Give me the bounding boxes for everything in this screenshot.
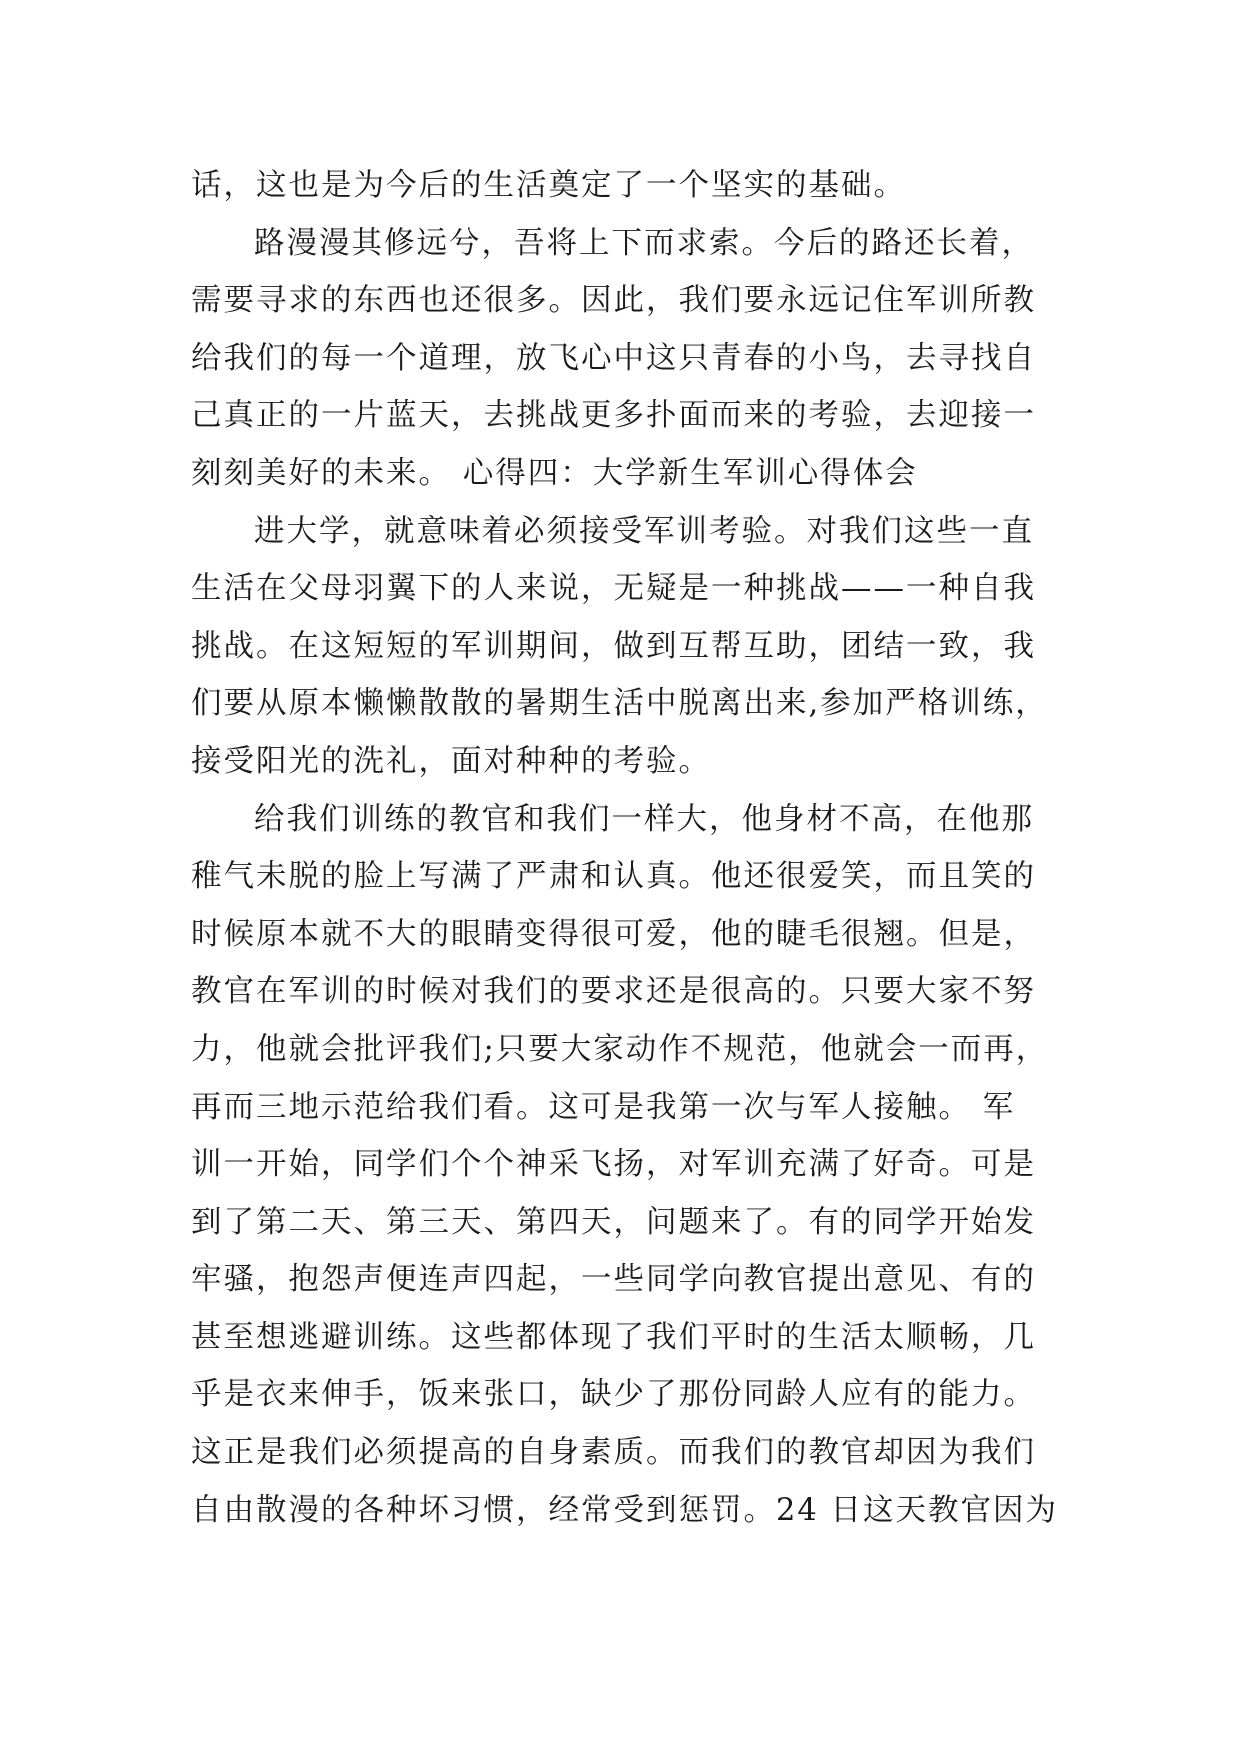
text-line: 给我们训练的教官和我们一样大，他身材不高，在他那 (254, 801, 1034, 837)
text-line: 教官在军训的时候对我们的要求还是很高的。只要大家不努 (191, 974, 1036, 1010)
text-line: 生活在父母羽翼下的人来说，无疑是一种挑战——一种自我 (191, 571, 1036, 607)
text-line: 们要从原本懒懒散散的暑期生活中脱离出来,参加严格训练， (191, 686, 1048, 722)
text-line: 给我们的每一个道理，放飞心中这只青春的小鸟，去寻找自 (191, 340, 1036, 376)
text-line: 路漫漫其修远兮，吾将上下而求索。今后的路还长着， (254, 225, 1034, 261)
text-line: 需要寻求的东西也还很多。因此，我们要永远记住军训所教 (191, 283, 1036, 319)
text-line: 进大学，就意味着必须接受军训考验。对我们这些一直 (254, 513, 1034, 549)
text-line: 挑战。在这短短的军训期间，做到互帮互助，团结一致，我 (191, 628, 1036, 664)
text-line: 力，他就会批评我们;只要大家动作不规范，他就会一而再， (191, 1031, 1049, 1067)
text-line: 甚至想逃避训练。这些都体现了我们平时的生活太顺畅，几 (191, 1319, 1036, 1355)
text-line: 刻刻美好的未来。 心得四：大学新生军训心得体会 (191, 455, 918, 491)
text-line: 到了第二天、第三天、第四天，问题来了。有的同学开始发 (191, 1204, 1036, 1240)
text-line: 乎是衣来伸手，饭来张口，缺少了那份同龄人应有的能力。 (191, 1377, 1036, 1413)
text-line: 时候原本就不大的眼睛变得很可爱，他的睫毛很翘。但是， (191, 916, 1036, 952)
text-line: 己真正的一片蓝天，去挑战更多扑面而来的考验，去迎接一 (191, 398, 1036, 434)
text-line: 这正是我们必须提高的自身素质。而我们的教官却因为我们 (191, 1435, 1036, 1471)
body-text (191, 157, 1071, 1539)
text-line: 牢骚，抱怨声便连声四起，一些同学向教官提出意见、有的 (191, 1262, 1036, 1298)
text-line: 接受阳光的洗礼，面对种种的考验。 (191, 743, 711, 779)
text-line: 训一开始，同学们个个神采飞扬，对军训充满了好奇。可是 (191, 1147, 1036, 1183)
text-line: 再而三地示范给我们看。这可是我第一次与军人接触。 军 (191, 1089, 1016, 1125)
text-line: 稚气未脱的脸上写满了严肃和认真。他还很爱笑，而且笑的 (191, 859, 1036, 895)
text-line: 自由散漫的各种坏习惯，经常受到惩罚。24 日这天教官因为 (191, 1492, 1059, 1528)
text-line: 话，这也是为今后的生活奠定了一个坚实的基础。 (191, 168, 906, 203)
